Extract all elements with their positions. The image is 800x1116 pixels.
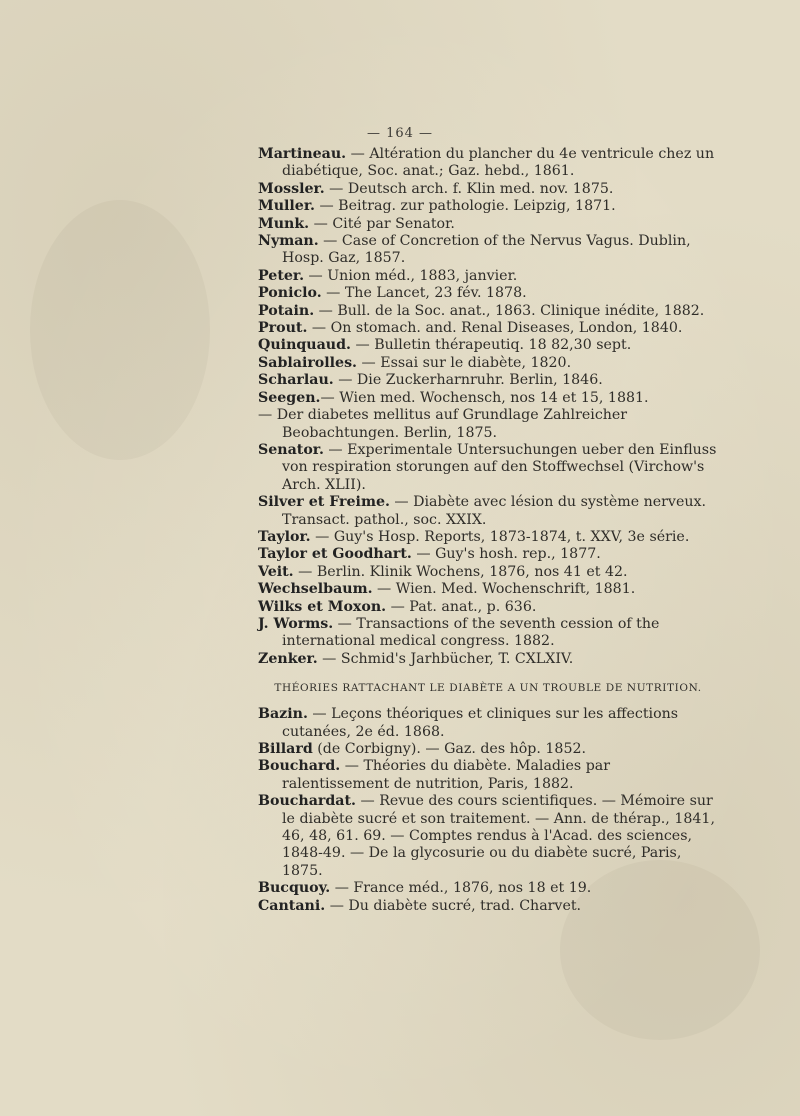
entry-reference: — Essai sur le diabète, 1820.: [357, 354, 572, 371]
entry-author: Martineau.: [258, 146, 347, 162]
bibliography-entry: [258, 216, 718, 233]
entry-author: Mossler.: [258, 180, 325, 197]
entry-reference: (de Corbigny). — Gaz. des hôp. 1852.: [312, 741, 587, 757]
bibliography-entry: [258, 651, 718, 668]
entry-reference: — Théories du diabète. Maladies par ralentissement de nutrition, Paris, 1882.: [282, 758, 611, 792]
entry-reference: — Guy's hosh. rep., 1877.: [411, 546, 601, 563]
entry-author: Nyman.: [258, 233, 319, 250]
entry-author: Prout.: [258, 320, 308, 337]
bibliography-entry: [258, 564, 718, 581]
entry-reference: — On stomach. and. Renal Diseases, London, 1840.: [307, 320, 683, 337]
bibliography-entry: [258, 880, 718, 897]
entry-reference: — France méd., 1876, nos 18 et 19.: [330, 880, 592, 897]
entry-author: Poniclo.: [258, 285, 322, 302]
bibliography-entry: [258, 581, 718, 598]
entry-author: Senator.: [258, 441, 324, 458]
entry-author: Bouchard.: [258, 758, 341, 775]
page-number: — 164 —: [366, 126, 434, 141]
entry-reference: — Du diabète sucré, trad. Charvet.: [325, 897, 582, 914]
entry-author: Bucquoy.: [258, 880, 331, 897]
entry-reference: — Transactions of the seventh cession of the international medical congress. 1882.: [282, 615, 660, 650]
entry-reference: — Diabète avec lésion du système nerveux. Transact. pathol., soc. XXIX.: [282, 494, 706, 528]
entry-reference: — Case of Concretion of the Nervus Vagus. Dublin, Hosp. Gaz, 1857.: [282, 233, 691, 267]
entry-author: Veit.: [258, 563, 294, 580]
entry-author: Billard: [258, 741, 313, 757]
entry-author: Quinquaud.: [258, 337, 351, 354]
entry-reference: — Bull. de la Soc. anat., 1863. Clinique inédite, 1882.: [314, 302, 705, 319]
paper-stain: [30, 200, 210, 460]
entry-author: Bazin.: [258, 706, 308, 723]
entry-author: Wechselbaum.: [258, 581, 373, 598]
entry-author: Peter.: [258, 267, 305, 284]
theory-list: [258, 706, 718, 915]
entry-author: J. Worms.: [258, 615, 334, 632]
entry-reference: — Union méd., 1883, janvier.: [304, 267, 518, 284]
entry-author: Potain.: [258, 302, 315, 319]
entry-reference: — Deutsch arch. f. Klin med. nov. 1875.: [324, 180, 614, 197]
entry-author: Taylor.: [258, 528, 311, 545]
bibliography-entry: [258, 529, 718, 546]
bibliography-entry: [258, 320, 718, 337]
bibliography-entry: [258, 407, 718, 442]
entry-author: Zenker.: [258, 650, 318, 667]
entry-author: Muller.: [258, 198, 315, 215]
bibliography-entry: [258, 898, 718, 915]
bibliography-entry: [258, 706, 718, 741]
entry-reference: — Beitrag. zur pathologie. Leipzig, 1871.: [314, 198, 616, 215]
entry-author: Cantani.: [258, 897, 326, 914]
bibliography-entry: [258, 372, 718, 389]
entry-author: Taylor et Goodhart.: [258, 546, 412, 563]
bibliography-entry: [258, 337, 718, 354]
bibliography-entry: [258, 741, 718, 758]
entry-reference: — Leçons théoriques et cliniques sur les affections cutanées, 2e éd. 1868.: [282, 706, 679, 740]
entry-reference: — Guy's Hosp. Reports, 1873-1874, t. XXV, 3e série.: [310, 528, 690, 545]
bibliography-entry: [258, 599, 718, 616]
bibliography-entry: [258, 442, 718, 494]
entry-author: Wilks et Moxon.: [258, 598, 387, 615]
bibliography-entry: [258, 146, 718, 181]
entry-reference: — Wien med. Wochensch, nos 14 et 15, 1881.: [320, 389, 649, 406]
bibliography-entry: [258, 616, 718, 651]
entry-author: Sablairolles.: [258, 354, 358, 371]
bibliography-entry: [258, 390, 718, 407]
entry-reference: — Pat. anat., p. 636.: [386, 598, 537, 615]
section-heading: THÉORIES RATTACHANT LE DIABÈTE A UN TROUBLE DE NUTRITION.: [274, 682, 702, 695]
bibliography-entry: [258, 494, 718, 529]
bibliography-entry: [258, 181, 718, 198]
entry-reference: — Wien. Med. Wochenschrift, 1881.: [372, 581, 636, 598]
entry-reference: — Schmid's Jarhbücher, T. CXLXIV.: [317, 650, 574, 667]
entry-author: Seegen.: [258, 389, 321, 406]
entry-author: Munk.: [258, 215, 310, 232]
entry-reference: — Cité par Senator.: [309, 215, 455, 232]
entry-author: Bouchardat.: [258, 793, 356, 810]
entry-reference: — Altération du plancher du 4e ventricule chez un diabétique, Soc. anat.; Gaz. hebd., 1861.: [282, 146, 715, 180]
bibliography-entry: [258, 233, 718, 268]
entry-reference: — Bulletin thérapeutiq. 18 82,30 sept.: [350, 337, 632, 354]
entry-reference: — The Lancet, 23 fév. 1878.: [321, 285, 527, 302]
bibliography-entry: [258, 758, 718, 793]
entry-reference: — Experimentale Untersuchungen ueber den Einfluss von respiration storungen auf den Stoffwechsel (Virchow's Arch. XLII).: [282, 441, 717, 493]
bibliography-entry: [258, 198, 718, 215]
entry-reference: — Der diabetes mellitus auf Grundlage Zahlreicher Beobachtungen. Berlin, 1875.: [258, 407, 628, 441]
bibliography-entry: [258, 355, 718, 372]
bibliography-entry: [258, 285, 718, 302]
bibliography-entry: [258, 303, 718, 320]
entry-reference: — Revue des cours scientifiques. — Mémoire sur le diabète sucré et son traitement. — Ann. de thérap., 1841, 46, 48, 61. 69. — Comptes rendus à l'Acad. des sciences, 1848-49. — De la glycosurie ou du diabète sucré, Paris, 1875.: [282, 793, 715, 879]
entry-reference: — Berlin. Klinik Wochens, 1876, nos 41 et 42.: [293, 563, 628, 580]
bibliography-entry: [258, 268, 718, 285]
entry-author: Silver et Freime.: [258, 494, 390, 511]
bibliography-entry: [258, 546, 718, 563]
bibliography-body: [258, 146, 718, 915]
entry-author: Scharlau.: [258, 372, 334, 389]
bibliography-entry: [258, 793, 718, 880]
entry-reference: — Die Zuckerharnruhr. Berlin, 1846.: [333, 372, 603, 389]
bibliography-list: [258, 146, 718, 668]
